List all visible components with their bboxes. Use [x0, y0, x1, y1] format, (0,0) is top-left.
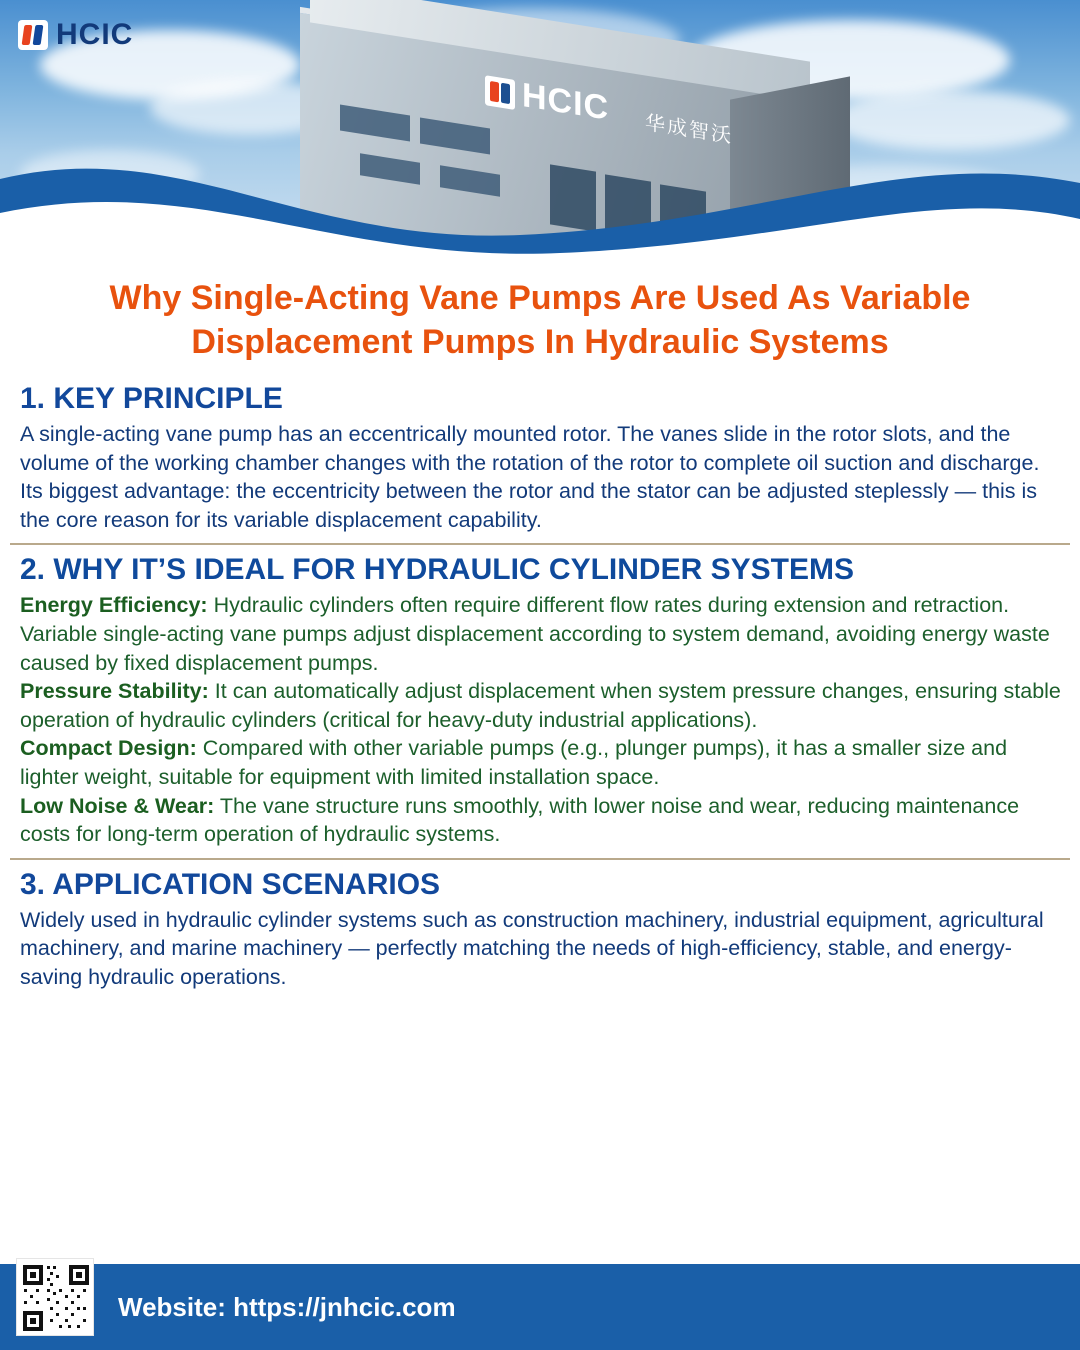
section-divider [10, 543, 1070, 545]
section-heading: 1. KEY PRINCIPLE [20, 382, 283, 416]
hcic-logo-icon [18, 20, 48, 50]
benefit-text: It can automatically adjust displacement when system pressure changes, ensuring stable operation of hydraulic cylinders (critical for heavy-duty industrial applications). [20, 679, 1061, 732]
section-paragraph: Its biggest advantage: the eccentricity between the rotor and the stator can be adjusted steplessly — this is the core reason for its variable displacement capability. [20, 479, 1038, 532]
qr-code-icon[interactable] [16, 1258, 94, 1336]
brand-logo [18, 18, 133, 52]
benefit-item [20, 792, 1066, 849]
benefit-item [20, 734, 1066, 791]
benefit-item [20, 677, 1066, 734]
hero-banner [0, 0, 1080, 255]
benefit-item [20, 591, 1066, 677]
section-paragraph: A single-acting vane pump has an eccentrically mounted rotor. The vanes slide in the rotor slots, and the volume of the working chamber changes with the rotation of the rotor to complete oil suction and discharge. [20, 422, 1040, 475]
wave-divider [0, 127, 1080, 255]
page-title: Why Single-Acting Vane Pumps Are Used As Variable Displacement Pumps In Hydraulic Systems [109, 279, 971, 361]
section-key-principle [0, 382, 1080, 534]
building-sign-text: HCIC [522, 76, 610, 128]
section-application-scenarios [0, 868, 1080, 992]
website-label: Website: https://jnhcic.com [118, 1291, 456, 1322]
benefit-label: Energy Efficiency: [20, 593, 208, 618]
section-heading: 2. WHY IT’S IDEAL FOR HYDRAULIC CYLINDER SYSTEMS [20, 553, 854, 587]
poster-content [0, 255, 1080, 992]
benefit-text: The vane structure runs smoothly, with lower noise and wear, reducing maintenance costs for long-term operation of hydraulic systems. [20, 793, 1020, 847]
benefit-label: Compact Design: [20, 736, 197, 761]
building-sign-cn: 华成智沃 [645, 112, 733, 148]
footer-bar [0, 1264, 1080, 1350]
brand-name: HCIC [56, 18, 134, 51]
section-paragraph: Widely used in hydraulic cylinder systems such as construction machinery, industrial equipment, agricultural machinery, and marine machinery — perfectly matching the needs of high-efficiency, stable, and energy-saving hydraulic operations. [20, 907, 1044, 989]
benefit-label: Pressure Stability: [20, 679, 209, 704]
section-divider [10, 858, 1070, 860]
section-heading: 3. APPLICATION SCENARIOS [20, 867, 441, 901]
section-why-ideal [0, 553, 1080, 848]
hcic-logo-icon [485, 75, 515, 110]
benefit-label: Low Noise & Wear: [20, 793, 215, 818]
benefit-text: Compared with other variable pumps (e.g., plunger pumps), it has a smaller size and lighter weight, suitable for equipment with limited installation space. [20, 736, 1008, 789]
benefit-text: Hydraulic cylinders often require different flow rates during extension and retraction. Variable single-acting vane pumps adjust displacement according to system demand, avoiding energy waste caused by fixed displacement pumps. [20, 593, 1050, 675]
